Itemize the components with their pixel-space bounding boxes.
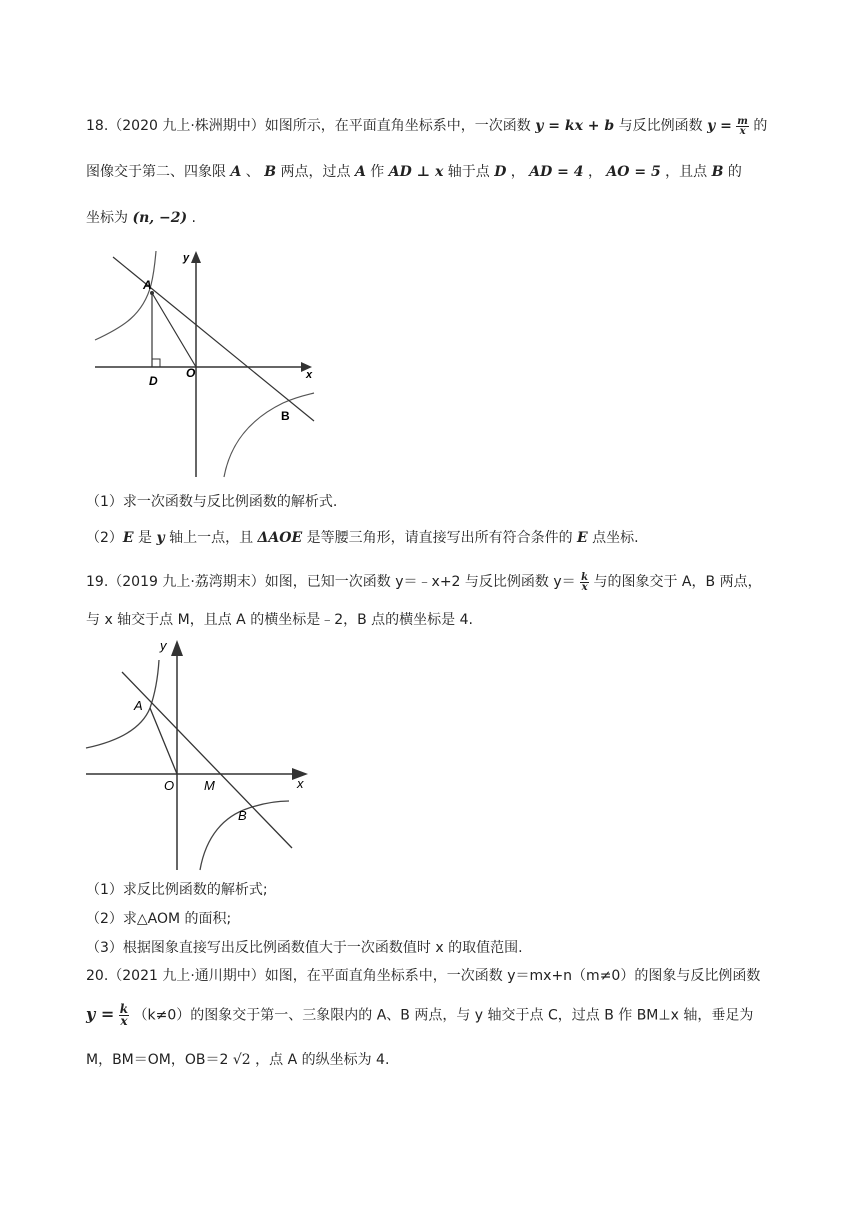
- q18-text: 、: [241, 164, 265, 180]
- q19-text: 与的图象交于 A，B 两点，: [589, 574, 762, 590]
- q18-part-1: （1）求一次函数与反比例函数的解析式.: [86, 494, 338, 510]
- label-B: B: [238, 808, 247, 823]
- q18-text: 图像交于第二、四象限: [86, 164, 231, 180]
- numerator: k: [581, 571, 589, 583]
- denominator: x: [581, 581, 588, 593]
- q18-linear-eq: y = kx + b: [535, 118, 615, 134]
- q18-line-1: [86, 116, 767, 136]
- q20-line-3: [86, 1050, 389, 1070]
- q20-text: M，BM＝OM，OB＝2: [86, 1052, 233, 1068]
- math-perp: AD ⊥ x: [388, 164, 444, 180]
- y-axis-arrow: [191, 251, 201, 263]
- label-x: x: [297, 776, 304, 791]
- q18-text: 坐标为: [86, 210, 133, 226]
- q18-text: （2）: [86, 530, 123, 546]
- q19-fraction: [580, 573, 589, 592]
- segment-AO: [150, 708, 177, 774]
- label-y: y: [183, 252, 190, 264]
- y-axis-arrow: [171, 640, 183, 656]
- q18-text: 两点，过点: [276, 164, 355, 180]
- label-A: A: [134, 698, 143, 713]
- math-coord: (n, −2): [132, 210, 188, 226]
- label-M: M: [204, 778, 215, 793]
- q19-figure: [84, 636, 316, 872]
- math-B: B: [264, 164, 277, 180]
- numerator: m: [737, 115, 748, 127]
- q20-line-2: [86, 1004, 753, 1027]
- denominator: x: [739, 125, 746, 137]
- denominator: x: [120, 1014, 128, 1028]
- q18-text: ，: [583, 164, 607, 180]
- math-y: y: [156, 530, 165, 546]
- q18-text: 的: [748, 118, 768, 134]
- q18-text: 作: [365, 164, 389, 180]
- math-D: D: [494, 164, 507, 180]
- q18-text: 是等腰三角形，请直接写出所有符合条件的: [302, 530, 578, 546]
- q18-inverse-eq: y =: [707, 118, 732, 134]
- numerator: k: [119, 1002, 129, 1016]
- label-y: y: [160, 638, 167, 653]
- hyperbola-branch-q2: [95, 251, 156, 340]
- q20-line-1: 20.（2021 九上·通川期中）如图，在平面直角坐标系中，一次函数 y＝mx+n（m≠0）的图象与反比例函数: [86, 968, 761, 984]
- q18-fraction: [736, 117, 749, 136]
- q18-text: 的: [723, 164, 742, 180]
- math-E: E: [122, 530, 134, 546]
- q19-part-1: （1）求反比例函数的解析式;: [86, 882, 268, 898]
- math-AD: AD = 4: [529, 164, 584, 180]
- q18-text: 18.（2020 九上·株洲期中）如图所示，在平面直角坐标系中，一次函数: [86, 118, 536, 134]
- q18-text: 与反比例函数: [614, 118, 708, 134]
- label-x: x: [306, 369, 313, 381]
- q19-part-3: （3）根据图象直接写出反比例函数值大于一次函数值时 x 的取值范围.: [86, 940, 523, 956]
- q19-line-2: 与 x 轴交于点 M，且点 A 的横坐标是﹣2，B 点的横坐标是 4.: [86, 612, 473, 628]
- right-angle-mark: [152, 359, 160, 367]
- q18-text: ，且点: [660, 164, 712, 180]
- q20-fraction: [119, 1004, 129, 1027]
- label-B: B: [281, 409, 290, 423]
- math-A: A: [354, 164, 366, 180]
- q19-text: 19.（2019 九上·荔湾期末）如图，已知一次函数 y＝﹣x+2 与反比例函数 y＝: [86, 574, 576, 590]
- sqrt-2: √2: [232, 1052, 251, 1068]
- label-D: D: [149, 374, 158, 388]
- q18-text: 是: [133, 530, 157, 546]
- q18-part-2: [86, 528, 639, 548]
- label-O: O: [186, 366, 196, 380]
- q18-line-3: [86, 208, 196, 228]
- math-B: B: [711, 164, 724, 180]
- q19-line-1: [86, 572, 762, 592]
- math-A: A: [230, 164, 242, 180]
- label-O: O: [164, 778, 175, 793]
- q20-text: （k≠0）的图象交于第一、三象限内的 A、B 两点，与 y 轴交于点 C，过点 B 作 BM⊥x 轴，垂足为: [129, 1007, 754, 1024]
- hyperbola-branch-q4: [224, 393, 314, 477]
- q18-text: 轴上一点，且: [164, 530, 258, 546]
- label-A: A: [143, 278, 152, 292]
- math-E: E: [577, 530, 588, 546]
- q18-text: ，: [506, 164, 530, 180]
- q18-text: 轴于点: [443, 164, 495, 180]
- q18-line-2: [86, 162, 742, 182]
- q18-figure: [88, 245, 328, 480]
- math-triangle: ΔAOE: [257, 530, 303, 546]
- q20-text: ，点 A 的纵坐标为 4.: [250, 1052, 390, 1068]
- q19-part-2: （2）求△AOM 的面积;: [86, 911, 232, 927]
- q20-inverse-eq: y =: [86, 1004, 115, 1024]
- q18-text: .: [187, 210, 197, 226]
- q18-text: 点坐标.: [587, 530, 639, 546]
- line-AB: [122, 672, 292, 848]
- segment-AO: [152, 293, 196, 367]
- math-AO: AO = 5: [606, 164, 661, 180]
